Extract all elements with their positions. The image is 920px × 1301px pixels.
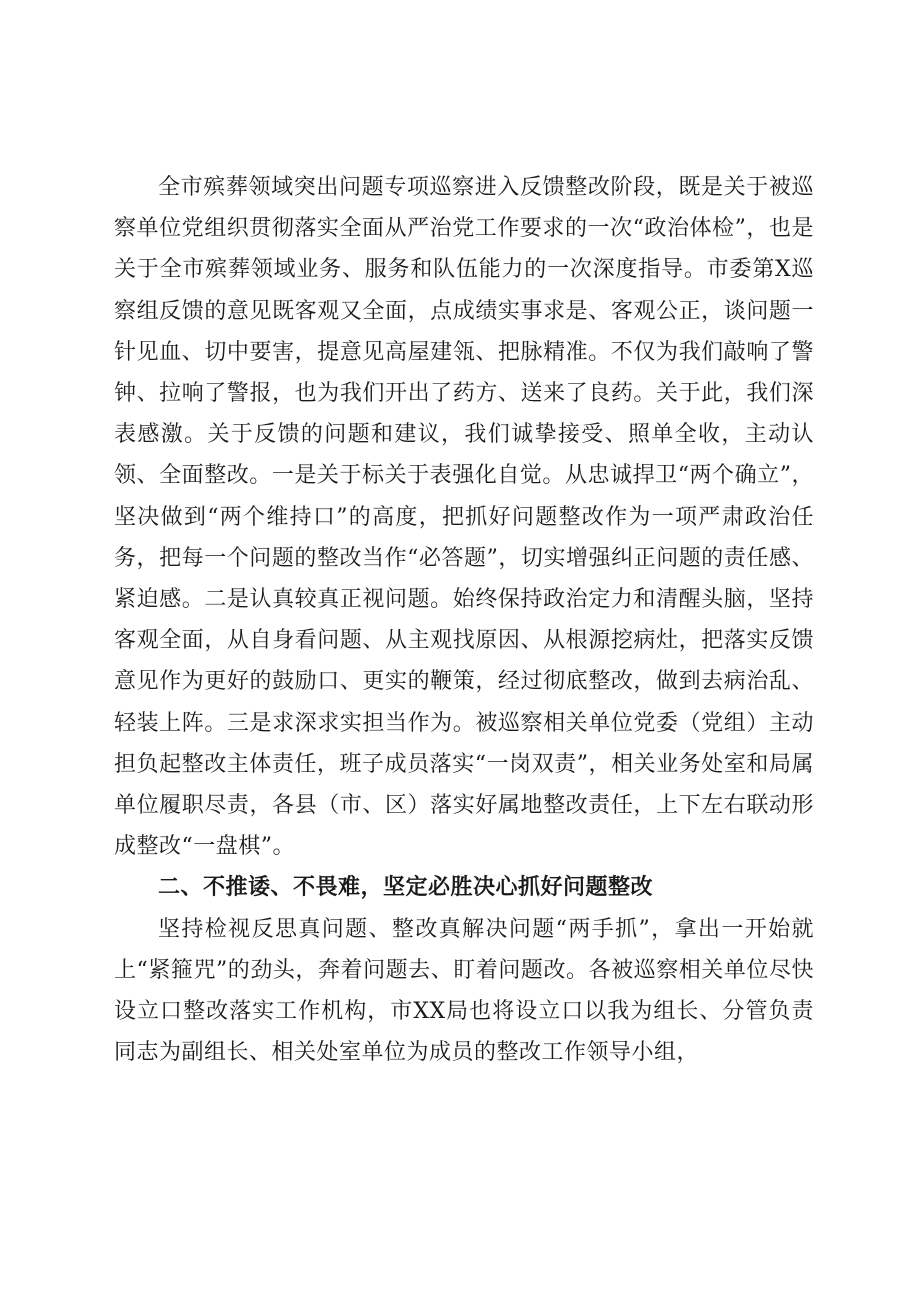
document-body [114,167,814,1073]
body-paragraph: 坚持检视反思真问题、整改真解决问题“两手抓”，拿出一开始就上“紧箍咒”的劲头，奔着问题去、盯着问题改。各被巡察相关单位尽快设立口整改落实工作机构，市XX局也将设立口以我为组长、分管负责同志为副组长、相关处室单位为成员的整改工作领导小组， [114,916,814,1066]
section-heading: 二、不推诿、不畏难，坚定必胜决心抓好问题整改 [158,875,654,901]
body-paragraph: 全市殡葬领域突出问题专项巡察进入反馈整改阶段，既是关于被巡察单位党组织贯彻落实全面从严治党工作要求的一次“政治体检”，也是关于全市殡葬领域业务、服务和队伍能力的一次深度指导。市委第X巡察组反馈的意见既客观又全面，点成绩实事求是、客观公正，谈问题一针见血、切中要害，提意见高屋建瓴、把脉精准。不仅为我们敲响了警钟、拉响了警报，也为我们开出了药方、送来了良药。关于此，我们深表感激。关于反馈的问题和建议，我们诚挚接受、照单全收，主动认领、全面整改。一是关于标关于表强化自觉。从忠诚捍卫“两个确立”，坚决做到“两个维持口”的高度，把抓好问题整改作为一项严肃政治任务，把每一个问题的整改当作“必答题”，切实增强纠正问题的责任感、紧迫感。二是认真较真正视问题。始终保持政治定力和清醒头脑，坚持客观全面，从自身看问题、从主观找原因、从根源挖病灶，把落实反馈意见作为更好的鼓励口、更实的鞭策，经过彻底整改，做到去病治乱、轻装上阵。三是求深求实担当作为。被巡察相关单位党委（党组）主动担负起整改主体责任，班子成员落实“一岗双责”，相关业务处室和局属单位履职尽责，各县（市、区）落实好属地整改责任，上下左右联动形成整改“一盘棋”。 [114,175,814,860]
